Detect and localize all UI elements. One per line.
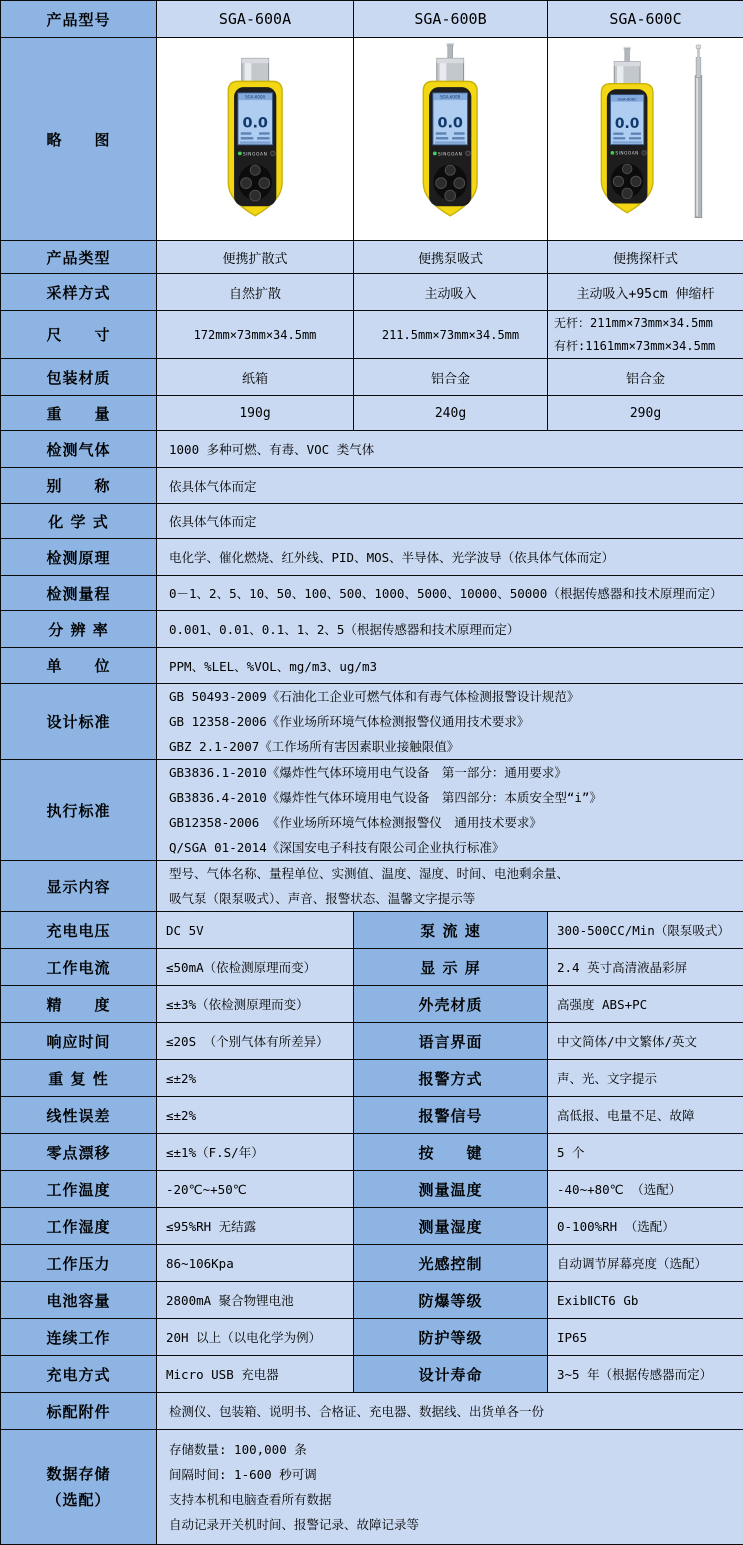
display-content-row bbox=[1, 861, 743, 912]
linearity-error-label: 线性误差 bbox=[1, 1097, 157, 1134]
data-storage-line: 存储数量: 100,000 条 bbox=[169, 1437, 743, 1462]
dimensions-row bbox=[1, 311, 743, 359]
status-led bbox=[238, 151, 242, 155]
display-content-value bbox=[157, 861, 743, 912]
housing-material-label: 外壳材质 bbox=[354, 986, 548, 1023]
display-content-label: 显示内容 bbox=[1, 861, 157, 912]
working-pressure-value: 86~106Kpa bbox=[157, 1245, 354, 1282]
alias-row bbox=[1, 468, 743, 504]
design-standard-row bbox=[1, 684, 743, 760]
measure-humidity-label: 测量湿度 bbox=[354, 1208, 548, 1245]
detected-gas-label: 检测气体 bbox=[1, 431, 157, 468]
detected-gas-row bbox=[1, 431, 743, 468]
data-storage-label-line: 数据存储 bbox=[1, 1461, 156, 1487]
svg-text:SGA-600B: SGA-600B bbox=[440, 95, 460, 100]
weight-b: 240g bbox=[354, 396, 548, 431]
data-storage-label-line: （选配） bbox=[1, 1487, 156, 1513]
detection-range-value: 0－1、2、5、10、50、100、500、1000、5000、10000、50000（根据传感器和技术原理而定） bbox=[157, 576, 743, 611]
dimensions-b: 211.5mm×73mm×34.5mm bbox=[354, 311, 548, 359]
working-current-display-row bbox=[1, 949, 743, 986]
dimensions-a: 172mm×73mm×34.5mm bbox=[157, 311, 354, 359]
status-led bbox=[611, 151, 615, 155]
brand-text: SINGOAN bbox=[616, 151, 640, 156]
design-standard-line: GB 50493-2009《石油化工企业可燃气体和有毒气体检测报警设计规范》 bbox=[169, 684, 743, 709]
language-ui-label: 语言界面 bbox=[354, 1023, 548, 1060]
packaging-material-row bbox=[1, 359, 743, 396]
working-pressure-light-control-row bbox=[1, 1245, 743, 1282]
detected-gas-value: 1000 多种可燃、有毒、VOC 类气体 bbox=[157, 431, 743, 468]
data-storage-line: 间隔时间: 1-600 秒可调 bbox=[169, 1462, 743, 1487]
product-type-a: 便携扩散式 bbox=[157, 241, 354, 274]
charging-method-value: Micro USB 充电器 bbox=[157, 1356, 354, 1393]
charge-voltage-label: 充电电压 bbox=[1, 912, 157, 949]
explosion-proof-label: 防爆等级 bbox=[354, 1282, 548, 1319]
detection-principle-label: 检测原理 bbox=[1, 539, 157, 576]
continuous-work-protection-row bbox=[1, 1319, 743, 1356]
chemical-formula-row bbox=[1, 504, 743, 539]
screen bbox=[433, 93, 468, 145]
sketch-cell-b bbox=[354, 38, 548, 241]
alias-value: 依具体气体而定 bbox=[157, 468, 743, 504]
svg-text:SGA-600A: SGA-600A bbox=[245, 95, 265, 100]
accuracy-label: 精 度 bbox=[1, 986, 157, 1023]
sampling-method-c: 主动吸入+95cm 伸缩杆 bbox=[548, 274, 743, 311]
sketch-label: 略 图 bbox=[1, 38, 157, 241]
working-humidity-label: 工作湿度 bbox=[1, 1208, 157, 1245]
continuous-work-value: 20H 以上（以电化学为例） bbox=[157, 1319, 354, 1356]
brand-text: SINGOAN bbox=[243, 151, 268, 157]
execution-standard-value bbox=[157, 760, 743, 861]
display-content-line: 型号、气体名称、量程单位、实测值、温度、湿度、时间、电池剩余量、 bbox=[169, 861, 743, 886]
svg-text:0.0: 0.0 bbox=[615, 116, 639, 132]
alarm-mode-value: 声、光、文字提示 bbox=[548, 1060, 743, 1097]
execution-standard-row bbox=[1, 760, 743, 861]
detection-principle-value: 电化学、催化燃烧、红外线、PID、MOS、半导体、光学波导（依具体气体而定） bbox=[157, 539, 743, 576]
design-standard-value bbox=[157, 684, 743, 760]
display-content-line: 吸气泵（限泵吸式）、声音、报警状态、温馨文字提示等 bbox=[169, 886, 743, 911]
zero-drift-buttons-row bbox=[1, 1134, 743, 1171]
sampling-method-label: 采样方式 bbox=[1, 274, 157, 311]
display-screen-value: 2.4 英寸高清液晶彩屏 bbox=[548, 949, 743, 986]
zero-drift-label: 零点漂移 bbox=[1, 1134, 157, 1171]
buttons-value: 5 个 bbox=[548, 1134, 743, 1171]
packaging-b: 铝合金 bbox=[354, 359, 548, 396]
model-name-b: SGA-600B bbox=[354, 1, 548, 38]
data-storage-value bbox=[157, 1430, 743, 1545]
battery-explosion-proof-row bbox=[1, 1282, 743, 1319]
screen bbox=[238, 93, 273, 145]
charging-method-design-life-row bbox=[1, 1356, 743, 1393]
working-humidity-value: ≤95%RH 无结露 bbox=[157, 1208, 354, 1245]
status-led bbox=[433, 151, 437, 155]
power-button bbox=[642, 151, 646, 155]
telescopic-rod bbox=[695, 45, 702, 218]
data-storage-label bbox=[1, 1430, 157, 1545]
sampling-method-row bbox=[1, 274, 743, 311]
pump-probe bbox=[624, 47, 631, 64]
screen bbox=[611, 95, 644, 145]
model-header-row bbox=[1, 1, 743, 38]
housing-material-value: 高强度 ABS+PC bbox=[548, 986, 743, 1023]
sketch-cell-c bbox=[548, 38, 743, 241]
battery-capacity-label: 电池容量 bbox=[1, 1282, 157, 1319]
packaging-a: 纸箱 bbox=[157, 359, 354, 396]
dimensions-label: 尺 寸 bbox=[1, 311, 157, 359]
alarm-mode-label: 报警方式 bbox=[354, 1060, 548, 1097]
battery-capacity-value: 2800mA 聚合物锂电池 bbox=[157, 1282, 354, 1319]
linearity-alarm-signal-row bbox=[1, 1097, 743, 1134]
standard-accessories-label: 标配附件 bbox=[1, 1393, 157, 1430]
svg-text:SGA-600C: SGA-600C bbox=[618, 96, 638, 101]
packaging-material-label: 包装材质 bbox=[1, 359, 157, 396]
pump-flow-value: 300-500CC/Min（限泵吸式） bbox=[548, 912, 743, 949]
explosion-proof-value: ExibⅡCT6 Gb bbox=[548, 1282, 743, 1319]
detection-principle-row bbox=[1, 539, 743, 576]
chemical-formula-value: 依具体气体而定 bbox=[157, 504, 743, 539]
packaging-c: 铝合金 bbox=[548, 359, 743, 396]
weight-row bbox=[1, 396, 743, 431]
charge-voltage-pump-flow-row bbox=[1, 912, 743, 949]
model-name-a: SGA-600A bbox=[157, 1, 354, 38]
unit-label: 单 位 bbox=[1, 648, 157, 684]
zero-drift-value: ≤±1%（F.S/年） bbox=[157, 1134, 354, 1171]
model-header-label: 产品型号 bbox=[1, 1, 157, 38]
dimensions-c-with-rod: 有杆:1161mm×73mm×34.5mm bbox=[554, 335, 743, 358]
alias-label: 别 称 bbox=[1, 468, 157, 504]
weight-a: 190g bbox=[157, 396, 354, 431]
design-life-value: 3~5 年（根据传感器而定） bbox=[548, 1356, 743, 1393]
dimensions-c-no-rod: 无杆：211mm×73mm×34.5mm bbox=[554, 312, 743, 335]
working-temp-label: 工作温度 bbox=[1, 1171, 157, 1208]
data-storage-line: 支持本机和电脑查看所有数据 bbox=[169, 1487, 743, 1512]
language-ui-value: 中文简体/中文繁体/英文 bbox=[548, 1023, 743, 1060]
repeatability-value: ≤±2% bbox=[157, 1060, 354, 1097]
repeatability-alarm-mode-row bbox=[1, 1060, 743, 1097]
weight-label: 重 量 bbox=[1, 396, 157, 431]
protection-rating-label: 防护等级 bbox=[354, 1319, 548, 1356]
device-image-diffusion bbox=[188, 43, 322, 235]
light-control-label: 光感控制 bbox=[354, 1245, 548, 1282]
svg-text:0.0: 0.0 bbox=[438, 115, 463, 131]
detection-range-row bbox=[1, 576, 743, 611]
product-type-label: 产品类型 bbox=[1, 241, 157, 274]
execution-standard-line: Q/SGA 01-2014《深国安电子科技有限公司企业执行标准》 bbox=[169, 835, 743, 860]
execution-standard-label: 执行标准 bbox=[1, 760, 157, 861]
weight-c: 290g bbox=[548, 396, 743, 431]
product-type-c: 便携探杆式 bbox=[548, 241, 743, 274]
sketch-cell-a bbox=[157, 38, 354, 241]
pump-probe bbox=[447, 43, 455, 60]
design-standard-label: 设计标准 bbox=[1, 684, 157, 760]
resolution-row bbox=[1, 611, 743, 648]
device-image-pump bbox=[383, 43, 517, 235]
dimensions-c bbox=[548, 311, 743, 359]
working-humidity-measure-humidity-row bbox=[1, 1208, 743, 1245]
unit-value: PPM、%LEL、%VOL、mg/m3、ug/m3 bbox=[157, 648, 743, 684]
product-type-row bbox=[1, 241, 743, 274]
resolution-label: 分 辨 率 bbox=[1, 611, 157, 648]
accuracy-value: ≤±3%（依检测原理而变） bbox=[157, 986, 354, 1023]
model-name-c: SGA-600C bbox=[548, 1, 743, 38]
repeatability-label: 重 复 性 bbox=[1, 1060, 157, 1097]
buttons-label: 按 键 bbox=[354, 1134, 548, 1171]
resolution-value: 0.001、0.01、0.1、1、2、5（根据传感器和技术原理而定） bbox=[157, 611, 743, 648]
data-storage-row bbox=[1, 1430, 743, 1545]
alarm-signal-value: 高低报、电量不足、故障 bbox=[548, 1097, 743, 1134]
display-screen-label: 显 示 屏 bbox=[354, 949, 548, 986]
design-standard-line: GBZ 2.1-2007《工作场所有害因素职业接触限值》 bbox=[169, 734, 743, 759]
detection-range-label: 检测量程 bbox=[1, 576, 157, 611]
response-time-label: 响应时间 bbox=[1, 1023, 157, 1060]
sampling-method-a: 自然扩散 bbox=[157, 274, 354, 311]
charging-method-label: 充电方式 bbox=[1, 1356, 157, 1393]
working-temp-measure-temp-row bbox=[1, 1171, 743, 1208]
continuous-work-label: 连续工作 bbox=[1, 1319, 157, 1356]
measure-humidity-value: 0-100%RH （选配） bbox=[548, 1208, 743, 1245]
response-time-value: ≤20S （个别气体有所差异） bbox=[157, 1023, 354, 1060]
pump-flow-label: 泵 流 速 bbox=[354, 912, 548, 949]
measure-temp-label: 测量温度 bbox=[354, 1171, 548, 1208]
charge-voltage-value: DC 5V bbox=[157, 912, 354, 949]
linearity-error-value: ≤±2% bbox=[157, 1097, 354, 1134]
power-button bbox=[466, 151, 471, 156]
accuracy-housing-row bbox=[1, 986, 743, 1023]
response-time-language-row bbox=[1, 1023, 743, 1060]
alarm-signal-label: 报警信号 bbox=[354, 1097, 548, 1134]
design-life-label: 设计寿命 bbox=[354, 1356, 548, 1393]
execution-standard-line: GB12358-2006 《作业场所环境气体检测报警仪 通用技术要求》 bbox=[169, 810, 743, 835]
sampling-method-b: 主动吸入 bbox=[354, 274, 548, 311]
chemical-formula-label: 化 学 式 bbox=[1, 504, 157, 539]
working-current-value: ≤50mA（依检测原理而变） bbox=[157, 949, 354, 986]
device-image-probe-rod bbox=[578, 43, 712, 235]
data-storage-line: 自动记录开关机时间、报警记录、故障记录等 bbox=[169, 1512, 743, 1537]
unit-row bbox=[1, 648, 743, 684]
light-control-value: 自动调节屏幕亮度（选配） bbox=[548, 1245, 743, 1282]
working-temp-value: -20℃~+50℃ bbox=[157, 1171, 354, 1208]
working-current-label: 工作电流 bbox=[1, 949, 157, 986]
measure-temp-value: -40~+80℃ （选配） bbox=[548, 1171, 743, 1208]
product-type-b: 便携泵吸式 bbox=[354, 241, 548, 274]
execution-standard-line: GB3836.1-2010《爆炸性气体环境用电气设备 第一部分：通用要求》 bbox=[169, 760, 743, 785]
brand-text: SINGOAN bbox=[438, 151, 463, 157]
protection-rating-value: IP65 bbox=[548, 1319, 743, 1356]
execution-standard-line: GB3836.4-2010《爆炸性气体环境用电气设备 第四部分：本质安全型“i”》 bbox=[169, 785, 743, 810]
standard-accessories-row bbox=[1, 1393, 743, 1430]
design-standard-line: GB 12358-2006《作业场所环境气体检测报警仪通用技术要求》 bbox=[169, 709, 743, 734]
power-button bbox=[270, 151, 275, 156]
standard-accessories-value: 检测仪、包装箱、说明书、合格证、充电器、数据线、出货单各一份 bbox=[157, 1393, 743, 1430]
working-pressure-label: 工作压力 bbox=[1, 1245, 157, 1282]
sketch-row bbox=[1, 38, 743, 241]
device-with-probe bbox=[602, 47, 654, 213]
svg-text:0.0: 0.0 bbox=[242, 115, 267, 131]
